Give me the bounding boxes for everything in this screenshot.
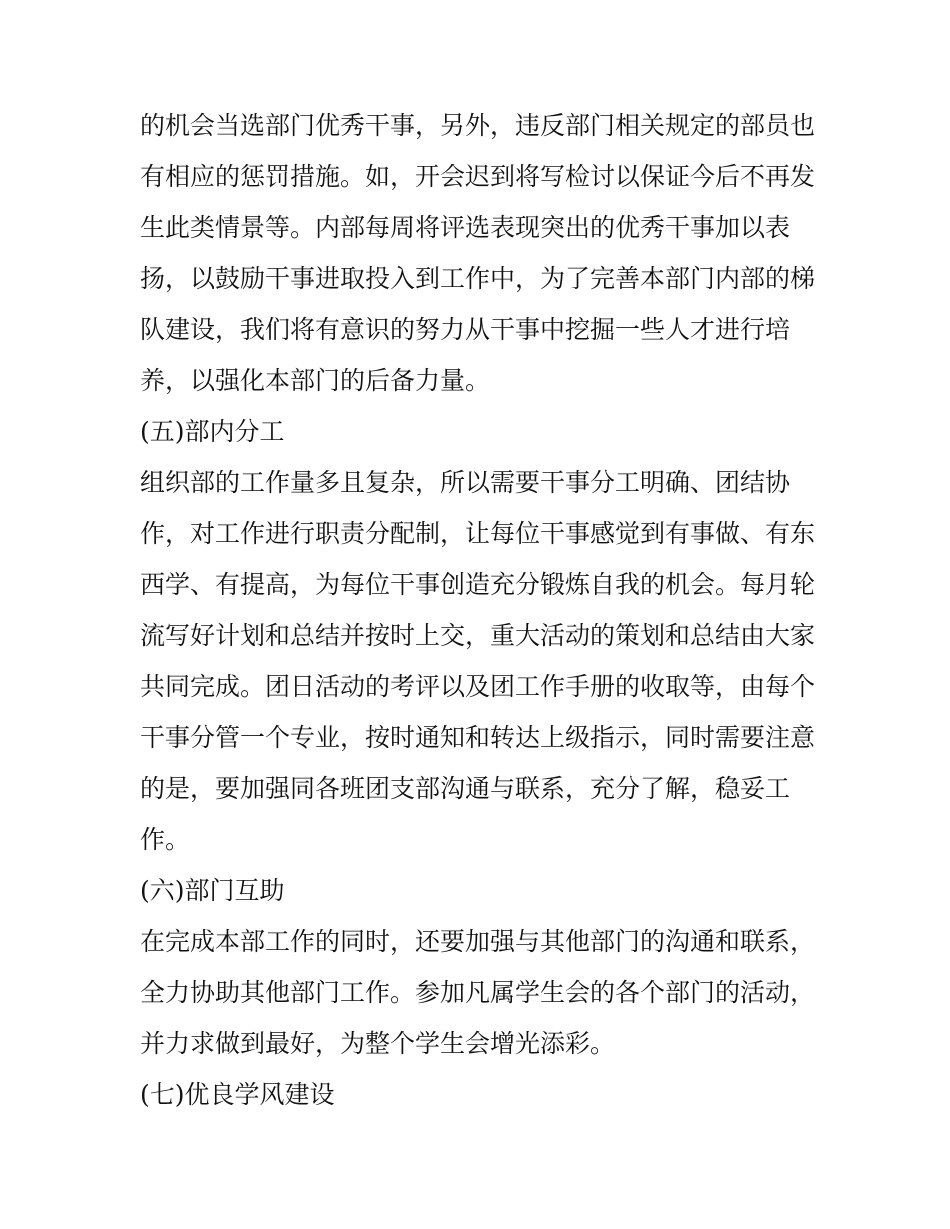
- text-line: 的是，要加强同各班团支部沟通与联系，充分了解，稳妥工: [140, 774, 791, 803]
- text-line: 全力协助其他部门工作。参加凡属学生会的各个部门的活动，: [140, 978, 816, 1007]
- text-line: 流写好计划和总结并按时上交，重大活动的策划和总结由大家: [140, 621, 816, 650]
- text-line: 西学、有提高，为每位干事创造充分锻炼自我的机会。每月轮: [140, 570, 816, 599]
- text-line: 作。: [140, 825, 191, 854]
- text-line: 队建设，我们将有意识的努力从干事中挖掘一些人才进行培: [140, 315, 791, 344]
- section-heading-6: (六)部门互助: [140, 876, 285, 905]
- text-line: 生此类情景等。内部每周将评选表现突出的优秀干事加以表: [140, 213, 791, 242]
- document-body: [140, 100, 820, 1120]
- section-heading-7: (七)优良学风建设: [140, 1080, 335, 1109]
- text-line: 在完成本部工作的同时，还要加强与其他部门的沟通和联系，: [140, 927, 816, 956]
- text-line: 扬，以鼓励干事进取投入到工作中，为了完善本部门内部的梯: [140, 264, 816, 293]
- text-line: 的机会当选部门优秀干事，另外，违反部门相关规定的部员也: [140, 111, 816, 140]
- text-line: 干事分管一个专业，按时通知和转达上级指示，同时需要注意: [140, 723, 816, 752]
- text-line: 组织部的工作量多且复杂，所以需要干事分工明确、团结协: [140, 468, 791, 497]
- section-heading-5: (五)部内分工: [140, 417, 285, 446]
- text-line: 养，以强化本部门的后备力量。: [140, 366, 491, 395]
- text-line: 有相应的惩罚措施。如，开会迟到将写检讨以保证今后不再发: [140, 162, 816, 191]
- text-line: 并力求做到最好，为整个学生会增光添彩。: [140, 1029, 616, 1058]
- text-line: 作，对工作进行职责分配制，让每位干事感觉到有事做、有东: [140, 519, 816, 548]
- text-line: 共同完成。团日活动的考评以及团工作手册的收取等，由每个: [140, 672, 816, 701]
